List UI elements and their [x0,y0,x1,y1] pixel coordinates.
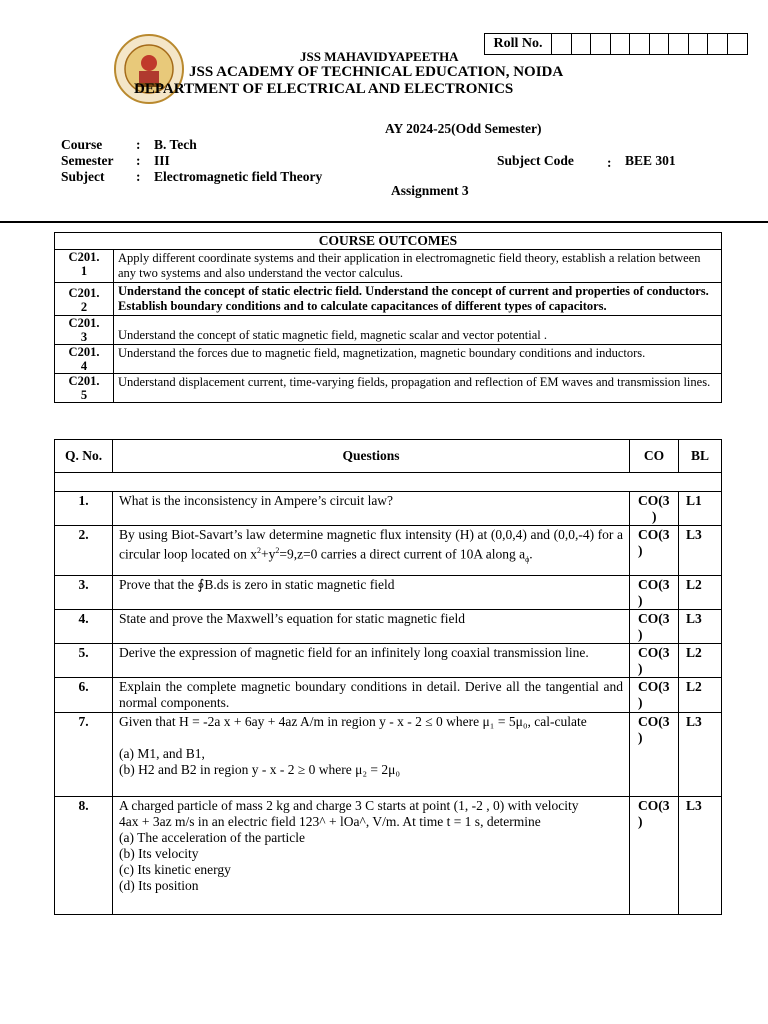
co-value: CO(3 ) [630,576,679,610]
question-text: A charged particle of mass 2 kg and charge 3 C starts at point (1, -2 , 0) with velocity 4ax + 3az m/s in an electric field 123^ + lOa^, V/m. At time t = 1 s, determine (a) The acceleration of the particle (b) Its velocity (c) Its kinetic energy (d) Its position [113,797,630,915]
department-name: DEPARTMENT OF ELECTRICAL AND ELECTRONICS [134,81,514,97]
roll-cell[interactable] [611,34,631,54]
semester-value: III [154,153,170,168]
roll-cell[interactable] [591,34,611,54]
bl-value: L3 [679,797,722,915]
question-row [55,576,722,610]
outcome-text: Understand the concept of static magnetic field, magnetic scalar and vector potential . [114,316,722,345]
outcome-row [55,250,722,283]
roll-cell[interactable] [669,34,689,54]
roll-cell[interactable] [689,34,709,54]
roll-cell[interactable] [728,34,748,54]
question-number: 3. [55,576,113,610]
bl-value: L3 [679,610,722,644]
outcome-code: C201. 3 [55,316,114,345]
subject-code-label: Subject Code [497,153,574,168]
bl-value: L3 [679,526,722,576]
question-row [55,526,722,576]
question-number: 6. [55,678,113,713]
roll-number-box [484,33,748,55]
roll-cell[interactable] [552,34,572,54]
roll-cell[interactable] [572,34,592,54]
question-number: 8. [55,797,113,915]
course-value: B. Tech [154,137,197,152]
outcome-row [55,345,722,374]
divider-line [0,221,768,223]
question-row [55,644,722,678]
bl-value: L1 [679,492,722,526]
question-row [55,713,722,797]
question-number: 1. [55,492,113,526]
co-value: CO(3 ) [630,713,679,797]
co-value: CO(3 ) [630,526,679,576]
bl-header: BL [679,440,722,473]
outcome-code: C201. 4 [55,345,114,374]
institute-name: JSS ACADEMY OF TECHNICAL EDUCATION, NOIDA [189,64,564,80]
question-text: Explain the complete magnetic boundary conditions in detail. Derive all the tangential and normal components. [113,678,630,713]
question-text: Derive the expression of magnetic field for an infinitely long coaxial transmission line. [113,644,630,678]
question-text: Given that H = -2a x + 6ay + 4az A/m in region y - x - 2 ≤ 0 where μ₁ = 5μ₀, cal-culate (a) M1, and B1, (b) H2 and B2 in region y - x - 2 ≥ 0 where μ₂ = 2μ₀ [113,713,630,797]
org-name: JSS MAHAVIDYAPEETHA [300,49,459,64]
question-row [55,797,722,915]
outcome-code: C201. 2 [55,283,114,316]
co-value: CO(3 ) [630,644,679,678]
outcome-code: C201. 1 [55,250,114,283]
question-number: 7. [55,713,113,797]
roll-cell[interactable] [708,34,728,54]
question-text: Prove that the ∮B.ds is zero in static magnetic field [113,576,630,610]
question-number: 5. [55,644,113,678]
subject-code-value: BEE 301 [625,153,676,168]
co-value: CO(3 ) [630,610,679,644]
colon: : [136,153,141,168]
question-number: 2. [55,526,113,576]
roll-cell[interactable] [630,34,650,54]
academic-year: AY 2024-25(Odd Semester) [385,121,542,136]
question-row [55,678,722,713]
co-value: CO(3 ) [630,678,679,713]
subject-value: Electromagnetic field Theory [154,169,323,184]
roll-number-label: Roll No. [485,34,552,54]
co-value: CO(3 ) [630,492,679,526]
bl-value: L2 [679,576,722,610]
outcome-row [55,316,722,345]
colon: : [607,155,612,170]
question-number: 4. [55,610,113,644]
outcome-text: Understand displacement current, time-varying fields, propagation and reflection of EM waves and transmission lines. [114,374,722,403]
question-text: State and prove the Maxwell’s equation for static magnetic field [113,610,630,644]
spacer-row [55,473,722,492]
qno-header: Q. No. [55,440,113,473]
question-row [55,492,722,526]
subject-label: Subject [61,169,105,184]
outcome-text: Understand the concept of static electric field. Understand the concept of current and properties of conductors. Establish boundary conditions and to calculate capacitances of different types of capacitors. [114,283,722,316]
outcome-text: Understand the forces due to magnetic field, magnetization, magnetic boundary conditions and inductors. [114,345,722,374]
bl-value: L2 [679,644,722,678]
outcome-code: C201. 5 [55,374,114,403]
question-text: What is the inconsistency in Ampere’s circuit law? [113,492,630,526]
roll-cell[interactable] [650,34,670,54]
colon: : [136,137,141,152]
bl-value: L3 [679,713,722,797]
course-outcomes-table [54,232,722,403]
bl-value: L2 [679,678,722,713]
outcome-row [55,374,722,403]
questions-table [54,439,722,915]
assignment-title: Assignment 3 [391,183,469,198]
course-outcomes-title: COURSE OUTCOMES [55,233,722,250]
question-row [55,610,722,644]
questions-header-row [55,440,722,473]
outcome-text: Apply different coordinate systems and their application in electromagnetic field theory, establish a relation between any two systems and also understand the vector calculus. [114,250,722,283]
questions-header: Questions [113,440,630,473]
course-label: Course [61,137,103,152]
co-value: CO(3 ) [630,797,679,915]
colon: : [136,169,141,184]
co-header: CO [630,440,679,473]
outcome-row [55,283,722,316]
question-text: By using Biot-Savart’s law determine magnetic flux intensity (H) at (0,0,4) and (0,0,-4) for a circular loop located on $x^2+y^2=9,z=0$ carries a direct current of 10A along $a_\phi$. [113,526,630,576]
semester-label: Semester [61,153,114,168]
